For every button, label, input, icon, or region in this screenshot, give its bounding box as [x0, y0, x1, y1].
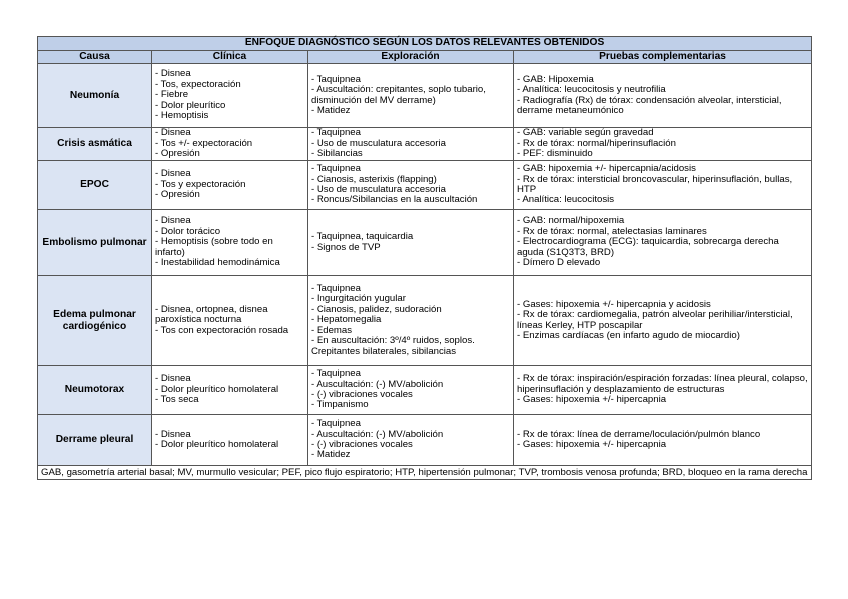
pruebas-line: - Rx de tórax: intersticial broncovascular, hiperinsuflación, bullas, HTP	[517, 173, 793, 195]
pruebas-line: - Gases: hipoxemia +/- hipercapnia	[517, 394, 667, 406]
pruebas-line: - Rx de tórax: normal/hiperinsuflación	[517, 137, 676, 149]
pruebas-line: - Rx de tórax: cardiomegalia, patrón alveolar perihiliar/intersticial, líneas Kerley, HTP poscapilar	[517, 309, 793, 331]
clinica-cell	[152, 64, 308, 128]
clinica-line: - Tos seca	[155, 394, 199, 406]
cause-cell: Neumonía	[38, 64, 152, 128]
clinica-line: - Disnea, ortopnea, disnea paroxística nocturna	[155, 303, 268, 326]
header-exploracion: Exploración	[308, 51, 514, 64]
header-causa: Causa	[38, 51, 152, 64]
clinica-cell	[152, 210, 308, 276]
exploracion-line: - Matidez	[311, 104, 351, 116]
pruebas-line: - Gases: hipoxemia +/- hipercapnia	[517, 439, 667, 450]
exploracion-line: - Auscultación: (-) MV/abolición	[311, 378, 444, 390]
pruebas-line: - Rx de tórax: inspiración/espiración forzadas: línea pleural, colapso, hiperinsuflación y desplazamiento de estructuras	[517, 373, 808, 395]
clinica-line: - Dolor torácico	[155, 225, 221, 237]
exploracion-line: - Taquipnea	[311, 418, 361, 430]
pruebas-line: - GAB: Hipoxemia	[517, 73, 594, 85]
table-row	[38, 276, 812, 366]
pruebas-cell	[514, 276, 812, 366]
header-clinica: Clínica	[152, 51, 308, 64]
exploracion-line: - Roncus/Sibilancias en la auscultación	[311, 194, 478, 206]
clinica-line: - Tos con expectoración rosada	[155, 324, 289, 336]
clinica-cell	[152, 415, 308, 466]
exploracion-line: - Taquipnea	[311, 73, 361, 85]
clinica-line: - Tos +/- expectoración	[155, 137, 253, 149]
pruebas-line: - Analítica: leucocitosis	[517, 194, 615, 206]
exploracion-line: - Taquipnea	[311, 163, 361, 175]
cause-cell: Crisis asmática	[38, 128, 152, 161]
cause-cell: Embolismo pulmonar	[38, 210, 152, 276]
exploracion-line: - Timpanismo	[311, 399, 369, 411]
pruebas-cell	[514, 64, 812, 128]
clinica-line: - Disnea	[155, 428, 191, 440]
exploracion-line: - Hepatomegalia	[311, 314, 382, 326]
pruebas-cell	[514, 415, 812, 466]
exploracion-line: - Ingurgitación yugular	[311, 293, 406, 305]
pruebas-line: - Analítica: leucocitosis y neutrofilia	[517, 84, 666, 96]
pruebas-line: - Rx de tórax: línea de derrame/loculación/pulmón blanco	[517, 428, 761, 440]
pruebas-cell	[514, 161, 812, 210]
pruebas-cell	[514, 128, 812, 161]
exploracion-line: - Taquipnea, taquicardia	[311, 231, 414, 243]
exploracion-cell	[308, 128, 514, 161]
exploracion-line: - Cianosis, asterixis (flapping)	[311, 173, 437, 185]
header-pruebas: Pruebas complementarias	[514, 51, 812, 64]
exploracion-line: - Sibilancias	[311, 148, 363, 160]
clinica-line: - Disnea	[155, 127, 191, 139]
clinica-line: - Hemoptisis	[155, 110, 209, 122]
clinica-line: - Dolor pleurítico homolateral	[155, 439, 279, 450]
pruebas-line: - Dímero D elevado	[517, 257, 601, 269]
exploracion-line: - (-) vibraciones vocales	[311, 439, 413, 450]
clinica-cell	[152, 366, 308, 415]
clinica-line: - Inestabilidad hemodinámica	[155, 257, 280, 269]
table-row	[38, 161, 812, 210]
clinica-line: - Disnea	[155, 215, 191, 227]
exploracion-cell	[308, 415, 514, 466]
pruebas-line: - PEF: disminuido	[517, 148, 593, 160]
clinica-cell	[152, 128, 308, 161]
pruebas-line: - Gases: hipoxemia +/- hipercapnia y acidosis	[517, 298, 711, 310]
exploracion-cell	[308, 64, 514, 128]
pruebas-cell	[514, 210, 812, 276]
clinica-line: - Opresión	[155, 148, 200, 160]
exploracion-cell	[308, 161, 514, 210]
exploracion-cell	[308, 366, 514, 415]
diagnostic-table	[37, 36, 812, 480]
exploracion-line: - Taquipnea	[311, 127, 361, 139]
cause-cell: Neumotorax	[38, 366, 152, 415]
exploracion-line: - Edemas	[311, 324, 353, 336]
clinica-line: - Opresión	[155, 189, 200, 201]
clinica-cell	[152, 276, 308, 366]
cause-cell: EPOC	[38, 161, 152, 210]
table-row	[38, 210, 812, 276]
pruebas-line: - GAB: hipoxemia +/- hipercapnia/acidosis	[517, 163, 696, 175]
pruebas-line: - Rx de tórax: normal, atelectasias laminares	[517, 225, 707, 237]
clinica-line: - Dolor pleurítico	[155, 99, 226, 111]
clinica-line: - Fiebre	[155, 89, 189, 101]
clinica-cell	[152, 161, 308, 210]
table-row	[38, 128, 812, 161]
pruebas-line: - Radiografía (Rx) de tórax: condensación alveolar, intersticial, derrame metaneumónico	[517, 94, 782, 116]
pruebas-line: - Enzimas cardíacas (en infarto agudo de miocardio)	[517, 329, 740, 341]
pruebas-line: - GAB: normal/hipoxemia	[517, 215, 625, 227]
exploracion-cell	[308, 210, 514, 276]
cause-cell: Derrame pleural	[38, 415, 152, 466]
cause-cell: Edema pulmonar cardiogénico	[38, 276, 152, 366]
exploracion-line: - En auscultación: 3º/4º ruidos, soplos. Crepitantes bilaterales, sibilancias	[311, 335, 475, 357]
exploracion-line: - Auscultación: (-) MV/abolición	[311, 428, 444, 440]
table-row	[38, 415, 812, 466]
clinica-line: - Tos y expectoración	[155, 178, 246, 190]
footnote: GAB, gasometría arterial basal; MV, murmullo vesicular; PEF, pico flujo espiratorio; HTP, hipertensión pulmonar; TVP, trombosis venosa profunda; BRD, bloqueo en la rama derecha	[38, 466, 812, 480]
table-row	[38, 64, 812, 128]
exploracion-line: - Taquipnea	[311, 283, 361, 295]
exploracion-line: - Signos de TVP	[311, 241, 381, 253]
exploracion-line: - Cianosis, palidez, sudoración	[311, 303, 442, 315]
exploracion-line: - Auscultación: crepitantes, soplo tubario, disminución del MV derrame)	[311, 84, 486, 106]
clinica-line: - Disnea	[155, 373, 191, 385]
table-row	[38, 366, 812, 415]
exploracion-cell	[308, 276, 514, 366]
exploracion-line: - Uso de musculatura accesoria	[311, 137, 446, 149]
clinica-line: - Tos, expectoración	[155, 78, 241, 90]
clinica-line: - Disnea	[155, 168, 191, 180]
clinica-line: - Hemoptisis (sobre todo en infarto)	[155, 236, 273, 258]
exploracion-line: - Matidez	[311, 449, 351, 461]
exploracion-line: - Taquipnea	[311, 368, 361, 380]
pruebas-line: - Electrocardiograma (ECG): taquicardia, sobrecarga derecha aguda (S1Q3T3, BRD)	[517, 236, 779, 258]
table-title: ENFOQUE DIAGNÓSTICO SEGÚN LOS DATOS RELEVANTES OBTENIDOS	[38, 37, 812, 51]
pruebas-line: - GAB: variable según gravedad	[517, 127, 654, 139]
exploracion-line: - Uso de musculatura accesoria	[311, 184, 446, 195]
exploracion-line: - (-) vibraciones vocales	[311, 389, 413, 400]
clinica-line: - Disnea	[155, 68, 191, 80]
pruebas-cell	[514, 366, 812, 415]
clinica-line: - Dolor pleurítico homolateral	[155, 383, 279, 395]
